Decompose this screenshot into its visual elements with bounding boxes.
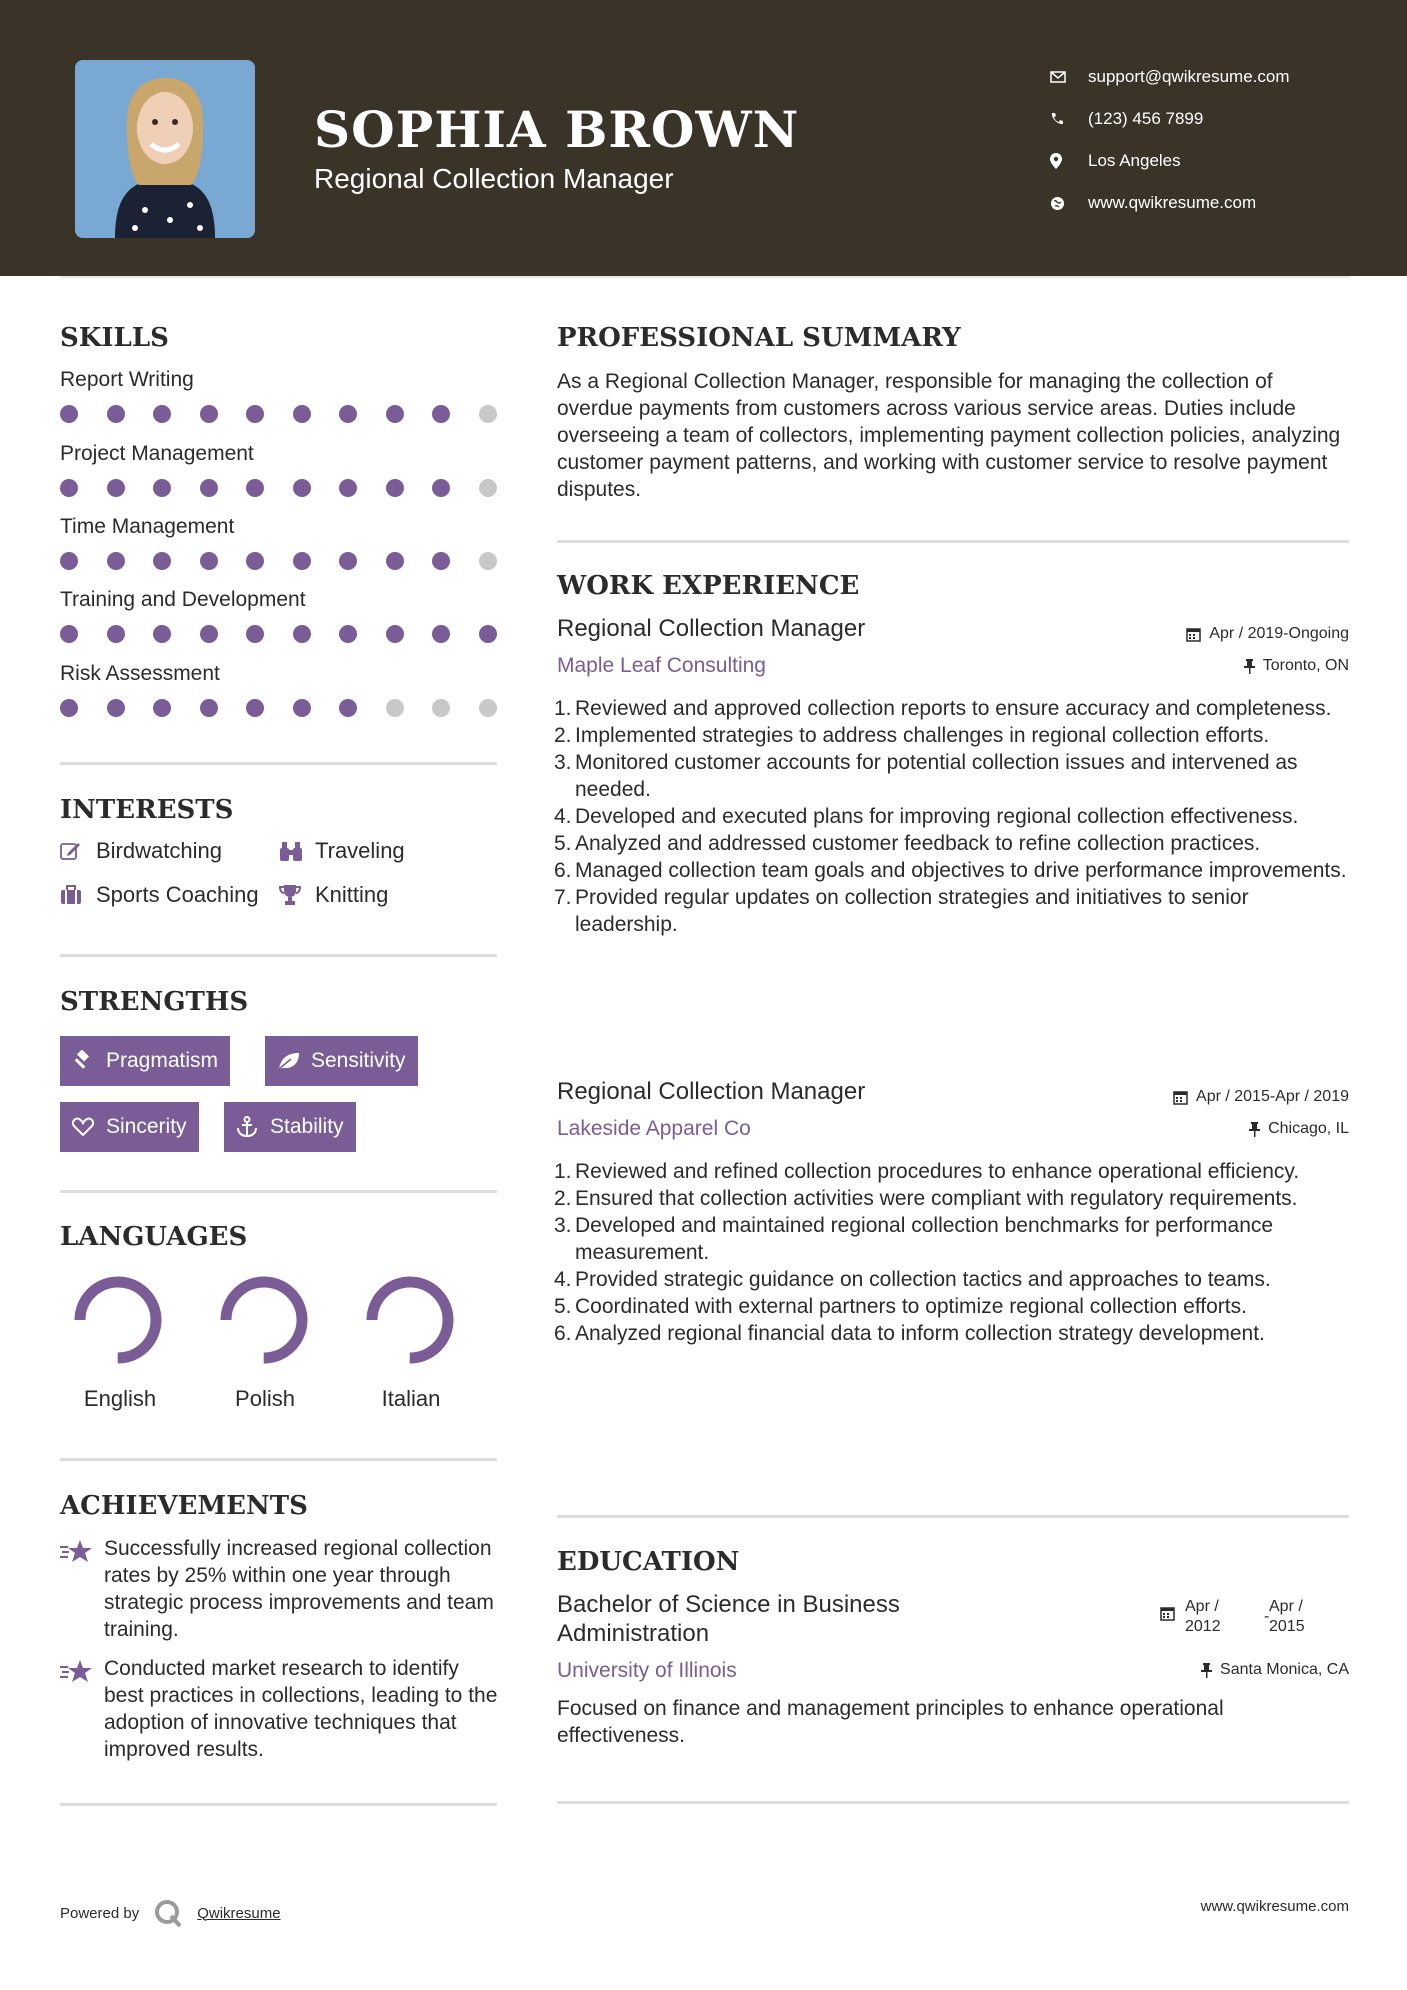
skill-dot-filled	[339, 405, 357, 423]
candidate-role: Regional Collection Manager	[314, 163, 674, 194]
star-icon	[60, 1659, 94, 1690]
pushpin-icon	[1201, 1663, 1212, 1678]
strength-label: Sensitivity	[311, 1049, 406, 1072]
job-title: Regional Collection Manager	[557, 615, 866, 642]
strength-tag	[224, 1102, 356, 1152]
skill-dot-filled	[293, 552, 311, 570]
section-divider	[60, 762, 497, 765]
interests-title: INTERESTS	[60, 795, 234, 825]
section-divider	[557, 540, 1349, 543]
contact-email-text: support@qwikresume.com	[1088, 67, 1290, 86]
skill-dot-filled	[200, 699, 218, 717]
section-divider	[60, 954, 497, 957]
education-title: EDUCATION	[557, 1547, 740, 1577]
skill-dot-filled	[153, 625, 171, 643]
education-date-dash: -	[1264, 1608, 1270, 1625]
skill-dot-filled	[432, 405, 450, 423]
strength-label: Sincerity	[106, 1115, 187, 1138]
contact-phone[interactable]	[1050, 98, 1290, 140]
skill-dot-filled	[60, 625, 78, 643]
education-text: Focused on finance and management principles to enhance operational effectiveness.	[557, 1697, 1224, 1747]
language-ring	[68, 1270, 168, 1370]
job-title: Regional Collection Manager	[557, 1078, 866, 1105]
language-label: English	[83, 1386, 157, 1411]
section-divider	[557, 1801, 1349, 1804]
candidate-name: SOPHIA BROWN	[314, 100, 800, 159]
skill-name: Project Management	[60, 442, 254, 465]
contact-email[interactable]	[1050, 56, 1290, 98]
summary-text: As a Regional Collection Manager, responsible for managing the collection of overdue payments from customers across various service areas. Duties include overseeing a team of collectors, implementing payment collection policies, analyzing customer payment patterns, and working with customer service to resolve payment disputes.	[557, 370, 1341, 501]
job-bullet: 2. Implemented strategies to address challenges in regional collection efforts.	[554, 724, 1270, 747]
contact-phone-text: (123) 456 7899	[1088, 109, 1204, 128]
contact-list	[1050, 56, 1290, 224]
skill-dot-filled	[246, 405, 264, 423]
language-label: Italian	[381, 1386, 441, 1411]
skill-dot-empty	[432, 699, 450, 717]
job-bullets	[554, 1158, 1357, 1347]
job-date-text: Apr / 2015-Apr / 2019	[1196, 1088, 1349, 1105]
calendar-icon	[1173, 1090, 1188, 1105]
degree-title-line1: Bachelor of Science in Business	[557, 1591, 900, 1618]
skill-dot-filled	[246, 479, 264, 497]
interest-item	[60, 882, 259, 908]
job-bullet: 5. Coordinated with external partners to optimize regional collection efforts.	[554, 1295, 1247, 1318]
map-pin-icon	[1050, 153, 1088, 169]
language-gauge	[204, 1270, 324, 1375]
skill-dot-filled	[386, 625, 404, 643]
job-location-text: Toronto, ON	[1262, 657, 1349, 674]
interest-item	[60, 838, 222, 864]
language-ring	[360, 1270, 460, 1370]
achievement-text: Successfully increased regional collection rates by 25% within one year through strategic process improvements and team training.	[104, 1537, 494, 1641]
job-bullet: 7. Provided regular updates on collection strategies and initiatives to senior leadership.	[554, 886, 1249, 936]
skill-dot-empty	[479, 405, 497, 423]
skill-dot-filled	[386, 405, 404, 423]
contact-location	[1050, 140, 1290, 182]
calendar-icon	[1186, 627, 1201, 642]
interest-item	[279, 838, 405, 864]
job-bullets	[554, 695, 1357, 938]
education-location	[1049, 1661, 1349, 1679]
job-date	[1049, 625, 1349, 643]
language-level-arc	[226, 1282, 302, 1358]
skill-dot-filled	[293, 699, 311, 717]
skill-dot-filled	[60, 479, 78, 497]
skill-dot-filled	[339, 552, 357, 570]
skill-dot-filled	[432, 479, 450, 497]
interest-item	[279, 882, 388, 908]
school-name: University of Illinois	[557, 1659, 737, 1682]
skill-dot-filled	[200, 552, 218, 570]
skill-dot-filled	[60, 552, 78, 570]
footer-powered	[60, 1898, 281, 1928]
skill-name: Report Writing	[60, 368, 194, 391]
skill-dot-filled	[432, 552, 450, 570]
skills-title: SKILLS	[60, 323, 169, 353]
star-icon	[60, 1539, 94, 1570]
skill-dot-filled	[386, 552, 404, 570]
job-bullet: 1. Reviewed and refined collection procedures to enhance operational efficiency.	[554, 1160, 1300, 1183]
strengths-title: STRENGTHS	[60, 987, 249, 1017]
language-label: Polish	[235, 1386, 295, 1411]
header	[0, 0, 1407, 276]
job-bullet: 6. Analyzed regional financial data to inform collection strategy development.	[554, 1322, 1265, 1345]
job-bullet: 6. Managed collection team goals and objectives to drive performance improvements.	[554, 859, 1347, 882]
education-start-year: 2012	[1185, 1618, 1221, 1635]
skill-dot-filled	[339, 479, 357, 497]
skill-dot-empty	[479, 699, 497, 717]
skill-dot-filled	[107, 552, 125, 570]
job-date	[1049, 1088, 1349, 1106]
pencil-square-icon	[60, 841, 96, 861]
calendar-icon	[1160, 1606, 1175, 1626]
summary-title: PROFESSIONAL SUMMARY	[557, 323, 961, 353]
skill-dot-filled	[386, 479, 404, 497]
section-divider	[557, 1515, 1349, 1518]
strength-label: Stability	[270, 1115, 344, 1138]
interest-label: Knitting	[315, 882, 389, 907]
globe-icon	[1050, 196, 1088, 211]
footer-url[interactable]: www.qwikresume.com	[1200, 1898, 1349, 1915]
skill-rating	[60, 625, 500, 645]
contact-location-text: Los Angeles	[1088, 151, 1181, 170]
languages-title: LANGUAGES	[60, 1222, 248, 1252]
degree-title-line2: Administration	[557, 1620, 710, 1647]
pushpin-icon	[1244, 659, 1255, 674]
section-divider	[60, 1458, 497, 1461]
skill-dot-filled	[246, 625, 264, 643]
skill-dot-filled	[200, 479, 218, 497]
powered-by-label: Powered by	[60, 1904, 140, 1922]
company-name: Lakeside Apparel Co	[557, 1117, 751, 1140]
job-bullet: 1. Reviewed and approved collection reports to ensure accuracy and completeness.	[554, 697, 1332, 720]
job-bullet: 3. Developed and maintained regional collection benchmarks for performance measurement.	[554, 1214, 1274, 1264]
language-ring	[214, 1270, 314, 1370]
skill-dot-filled	[293, 405, 311, 423]
envelope-icon	[1050, 71, 1088, 83]
skill-dot-filled	[107, 625, 125, 643]
strength-tag	[60, 1036, 230, 1086]
heart-icon	[72, 1117, 106, 1137]
education-start-month: Apr /	[1185, 1598, 1219, 1615]
skill-name: Risk Assessment	[60, 662, 220, 685]
language-level-arc	[372, 1282, 448, 1358]
qwikresume-logo-icon	[153, 1898, 183, 1928]
skill-dot-filled	[153, 552, 171, 570]
pushpin-icon	[1249, 1122, 1260, 1137]
strength-label: Pragmatism	[106, 1049, 219, 1072]
skill-dot-filled	[200, 625, 218, 643]
skill-dot-filled	[432, 625, 450, 643]
skill-dot-filled	[153, 479, 171, 497]
interest-label: Sports Coaching	[96, 882, 259, 907]
skill-dot-filled	[153, 405, 171, 423]
skill-dot-empty	[386, 699, 404, 717]
job-date-text: Apr / 2019-Ongoing	[1209, 625, 1349, 642]
phone-icon	[1050, 112, 1088, 126]
job-bullet: 3. Monitored customer accounts for potential collection issues and intervened as needed.	[554, 751, 1298, 801]
binoculars-icon	[279, 840, 315, 862]
skill-dot-filled	[60, 405, 78, 423]
contact-website-text: www.qwikresume.com	[1088, 193, 1257, 212]
skill-dot-filled	[107, 699, 125, 717]
education-location-text: Santa Monica, CA	[1220, 1661, 1349, 1678]
job-bullet: 5. Analyzed and addressed customer feedback to refine collection practices.	[554, 832, 1261, 855]
education-end-month: Apr /	[1269, 1598, 1303, 1615]
skill-name: Training and Development	[60, 588, 306, 611]
language-gauge	[350, 1270, 470, 1375]
skill-dot-filled	[246, 699, 264, 717]
education-end-year: 2015	[1269, 1618, 1305, 1635]
section-divider	[60, 1803, 497, 1806]
skill-dot-filled	[246, 552, 264, 570]
job-bullet: 4. Provided strategic guidance on collection tactics and approaches to teams.	[554, 1268, 1271, 1291]
achievement-text: Conducted market research to identify best practices in collections, leading to the adoption of innovative techniques that improved results.	[104, 1657, 498, 1761]
skill-dot-filled	[479, 625, 497, 643]
experience-title: WORK EXPERIENCE	[557, 571, 860, 601]
interest-label: Traveling	[315, 838, 405, 863]
achievements-title: ACHIEVEMENTS	[60, 1491, 308, 1521]
skill-dot-filled	[200, 405, 218, 423]
strength-tag	[60, 1102, 199, 1152]
interest-label: Birdwatching	[96, 838, 222, 863]
leaf-icon	[277, 1051, 311, 1071]
anchor-icon	[236, 1116, 270, 1138]
skill-dot-filled	[153, 699, 171, 717]
skill-dot-filled	[60, 699, 78, 717]
contact-website[interactable]	[1050, 182, 1290, 224]
skill-dot-filled	[339, 625, 357, 643]
skill-dot-filled	[107, 405, 125, 423]
skill-dot-filled	[293, 625, 311, 643]
skill-dot-filled	[107, 479, 125, 497]
skill-dot-empty	[479, 479, 497, 497]
job-bullet: 4. Developed and executed plans for improving regional collection effectiveness.	[554, 805, 1299, 828]
skill-dot-filled	[339, 699, 357, 717]
brand-link[interactable]: Qwikresume	[197, 1904, 281, 1922]
job-location	[1049, 1120, 1349, 1138]
job-location	[1049, 657, 1349, 675]
strength-tag	[265, 1036, 418, 1086]
job-bullet: 2. Ensured that collection activities were compliant with regulatory requirements.	[554, 1187, 1298, 1210]
company-name: Maple Leaf Consulting	[557, 654, 766, 677]
briefcase-icon	[60, 885, 96, 905]
profile-photo	[75, 60, 255, 238]
skill-name: Time Management	[60, 515, 235, 538]
gavel-icon	[72, 1050, 106, 1072]
language-level-arc	[80, 1282, 156, 1358]
skill-rating	[60, 552, 500, 572]
trophy-icon	[279, 884, 315, 906]
header-divider	[60, 276, 1350, 278]
skill-rating	[60, 479, 500, 499]
skill-dot-empty	[479, 552, 497, 570]
job-location-text: Chicago, IL	[1268, 1120, 1349, 1137]
language-gauge	[58, 1270, 178, 1375]
skill-rating	[60, 405, 500, 425]
skill-rating	[60, 699, 500, 719]
section-divider	[60, 1190, 497, 1193]
skill-dot-filled	[293, 479, 311, 497]
